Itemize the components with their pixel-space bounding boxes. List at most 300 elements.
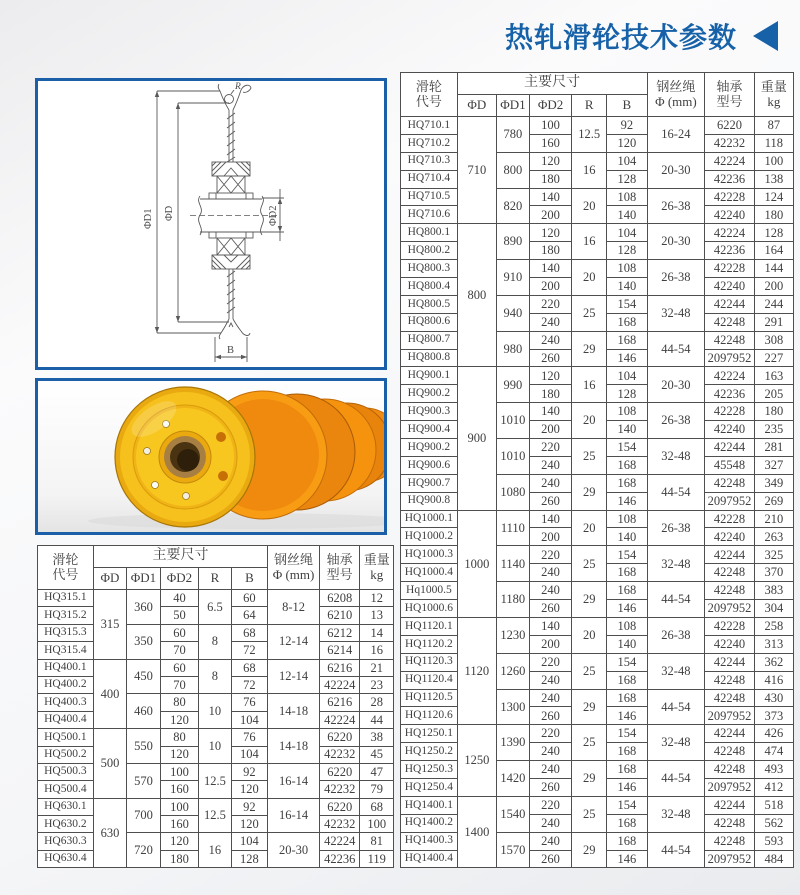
table-cell: HQ630.3 (38, 833, 94, 850)
table-cell: HQ800.3 (401, 260, 458, 278)
table-cell: 12.5 (572, 117, 607, 153)
table-cell: 72 (231, 642, 268, 659)
table-cell: 42248 (705, 671, 755, 689)
table-cell: 25 (572, 796, 607, 832)
table-cell: 383 (754, 582, 793, 600)
table-cell: 260 (529, 492, 571, 510)
table-cell: HQ1250.1 (401, 725, 458, 743)
table-cell: 240 (529, 761, 571, 779)
table-cell: 42248 (705, 564, 755, 582)
table-cell: 220 (529, 439, 571, 457)
table-cell: HQ900.8 (401, 492, 458, 510)
table-cell: 6212 (319, 624, 360, 641)
table-cell: 12.5 (199, 763, 231, 798)
table-cell: 820 (496, 188, 529, 224)
table-cell: 70 (160, 676, 199, 693)
table-cell: 42224 (705, 152, 755, 170)
table-cell: 26-38 (647, 260, 705, 296)
table-cell: 45 (360, 746, 394, 763)
header-dim-b: B (231, 568, 268, 590)
table-cell: 308 (754, 331, 793, 349)
table-cell: 42244 (705, 546, 755, 564)
table-cell: 180 (160, 850, 199, 867)
table-cell: 92 (231, 798, 268, 815)
table-cell: 258 (754, 617, 793, 635)
table-cell: HQ630.4 (38, 850, 94, 867)
table-cell: 38 (360, 729, 394, 746)
table-cell: 104 (607, 367, 647, 385)
table-cell: 72 (231, 676, 268, 693)
table-cell: 154 (607, 725, 647, 743)
table-cell: 2097952 (705, 850, 755, 868)
table-cell: 281 (754, 439, 793, 457)
table-cell: 890 (496, 224, 529, 260)
table-cell: 168 (607, 564, 647, 582)
table-cell: 146 (607, 492, 647, 510)
table-cell: 6220 (319, 798, 360, 815)
table-cell: 500 (93, 729, 126, 799)
header-weight: 重量 kg (360, 546, 394, 590)
table-cell: 92 (231, 763, 268, 780)
table-cell: 42228 (705, 188, 755, 206)
table-cell: 128 (231, 850, 268, 867)
table-cell: 42240 (705, 635, 755, 653)
dim-label-r: R (235, 82, 241, 92)
table-cell: 6.5 (199, 590, 231, 625)
table-cell: 100 (754, 152, 793, 170)
table-cell: 16 (360, 642, 394, 659)
table-cell: 163 (754, 367, 793, 385)
table-cell: 76 (231, 694, 268, 711)
table-cell: 140 (607, 528, 647, 546)
table-cell: 42248 (705, 832, 755, 850)
header-code: 滑轮 代号 (38, 546, 94, 590)
table-cell: 146 (607, 600, 647, 618)
table-cell: HQ1120.5 (401, 689, 458, 707)
table-cell: HQ900.2 (401, 385, 458, 403)
table-cell: HQ1250.4 (401, 778, 458, 796)
table-cell: 140 (607, 635, 647, 653)
table-cell: 45548 (705, 456, 755, 474)
table-cell: 42228 (705, 260, 755, 278)
table-cell: 1230 (496, 617, 529, 653)
table-cell: 50 (160, 607, 199, 624)
table-cell: 1120 (457, 617, 496, 724)
table-cell: HQ1120.3 (401, 653, 458, 671)
table-cell: 1000 (457, 510, 496, 617)
table-cell: 42228 (705, 403, 755, 421)
table-cell: 32-48 (647, 796, 705, 832)
table-cell: 260 (529, 600, 571, 618)
header-bearing: 轴承 型号 (705, 73, 755, 117)
table-cell: 42244 (705, 796, 755, 814)
table-cell: 720 (127, 833, 160, 868)
table-cell: 108 (607, 403, 647, 421)
table-cell: 32-48 (647, 439, 705, 475)
table-cell: 1250 (457, 725, 496, 797)
header-weight: 重量 kg (754, 73, 793, 117)
table-cell: HQ800.4 (401, 278, 458, 296)
table-cell: HQ315.4 (38, 642, 94, 659)
table-cell: 160 (160, 781, 199, 798)
table-row (401, 117, 794, 135)
table-cell: 180 (754, 403, 793, 421)
table-cell: 200 (529, 635, 571, 653)
table-cell: HQ1400.3 (401, 832, 458, 850)
table-cell: 32-48 (647, 653, 705, 689)
table-cell: 562 (754, 814, 793, 832)
table-cell: 42236 (705, 242, 755, 260)
table-cell: 210 (754, 510, 793, 528)
table-cell: HQ1250.3 (401, 761, 458, 779)
table-cell: 47 (360, 763, 394, 780)
table-cell: 120 (231, 816, 268, 833)
table-cell: 360 (127, 590, 160, 625)
table-cell: 160 (160, 816, 199, 833)
table-cell: 120 (529, 152, 571, 170)
pulley-photo (38, 381, 384, 532)
table-cell: 1180 (496, 582, 529, 618)
table-cell: 104 (231, 833, 268, 850)
table-cell: 29 (572, 474, 607, 510)
table-cell: 140 (529, 510, 571, 528)
table-cell: 1010 (496, 439, 529, 475)
table-cell: 800 (457, 224, 496, 367)
table-row (401, 510, 794, 528)
table-cell: 42248 (705, 814, 755, 832)
table-cell: HQ1000.2 (401, 528, 458, 546)
table-cell: HQ315.1 (38, 590, 94, 607)
title-arrow-icon (753, 21, 778, 51)
table-row (38, 659, 394, 676)
table-cell: 32-48 (647, 546, 705, 582)
table-cell: 2097952 (705, 778, 755, 796)
table-row (401, 224, 794, 242)
table-cell: 10 (199, 694, 231, 729)
table-cell: 2097952 (705, 492, 755, 510)
table-cell: 144 (754, 260, 793, 278)
table-cell: 168 (607, 671, 647, 689)
table-cell: HQ1000.1 (401, 510, 458, 528)
table-cell: 349 (754, 474, 793, 492)
table-cell: 44-54 (647, 331, 705, 367)
table-cell: 362 (754, 653, 793, 671)
table-cell: HQ1120.2 (401, 635, 458, 653)
table-cell: 120 (160, 746, 199, 763)
table-header (401, 73, 794, 117)
table-cell: 227 (754, 349, 793, 367)
table-cell: 26-38 (647, 403, 705, 439)
table-cell: 168 (607, 761, 647, 779)
table-cell: 42236 (319, 850, 360, 867)
table-cell: 42248 (705, 689, 755, 707)
table-cell: 128 (607, 385, 647, 403)
table-cell: 42248 (705, 474, 755, 492)
header-rope: 钢丝绳 Φ (mm) (647, 73, 705, 117)
table-cell: HQ710.4 (401, 170, 458, 188)
table-cell: 260 (529, 707, 571, 725)
table-cell: 180 (529, 170, 571, 188)
table-cell: 140 (529, 617, 571, 635)
table-cell: 42224 (319, 676, 360, 693)
header-dim-r: R (199, 568, 231, 590)
table-cell: 235 (754, 421, 793, 439)
table-cell: 164 (754, 242, 793, 260)
table-cell: 180 (529, 242, 571, 260)
table-cell: 128 (607, 170, 647, 188)
table-cell: 154 (607, 653, 647, 671)
table-cell: 10 (199, 729, 231, 764)
table-cell: 1400 (457, 796, 496, 868)
table-row (38, 624, 394, 641)
table-cell: HQ900.3 (401, 403, 458, 421)
table-cell: 710 (457, 117, 496, 224)
table-cell: 42232 (319, 781, 360, 798)
table-cell: 6220 (319, 729, 360, 746)
table-cell: 25 (572, 295, 607, 331)
table-cell: 8 (199, 624, 231, 659)
table-cell: 20 (572, 403, 607, 439)
page-title: 热轧滑轮技术参数 (505, 22, 738, 53)
table-cell: 900 (457, 367, 496, 510)
table-cell: 244 (754, 295, 793, 313)
table-cell: 29 (572, 832, 607, 868)
table-cell: 40 (160, 590, 199, 607)
table-cell: 120 (231, 781, 268, 798)
table-cell: 42228 (705, 617, 755, 635)
table-cell: 26-38 (647, 617, 705, 653)
table-cell: 1010 (496, 403, 529, 439)
table-cell: 20 (572, 617, 607, 653)
table-cell: 140 (607, 206, 647, 224)
table-cell: 100 (360, 816, 394, 833)
table-cell: 104 (607, 152, 647, 170)
table-cell: HQ500.2 (38, 746, 94, 763)
header-bearing: 轴承 型号 (319, 546, 360, 590)
table-cell: 21 (360, 659, 394, 676)
header-dim-d2: ΦD2 (529, 95, 571, 117)
table-row (401, 725, 794, 743)
table-cell: 154 (607, 546, 647, 564)
header-dim-b: B (607, 95, 647, 117)
table-cell: 25 (572, 439, 607, 475)
table-cell: 42228 (705, 510, 755, 528)
table-cell: 140 (529, 403, 571, 421)
table-cell: 6216 (319, 659, 360, 676)
table-cell: 104 (231, 746, 268, 763)
table-cell: 313 (754, 635, 793, 653)
technical-drawing-panel (35, 78, 387, 370)
table-cell: HQ315.3 (38, 624, 94, 641)
table-cell: HQ630.2 (38, 816, 94, 833)
table-cell: 240 (529, 671, 571, 689)
table-cell: 44-54 (647, 582, 705, 618)
table-cell: 16 (572, 224, 607, 260)
table-cell: 108 (607, 260, 647, 278)
table-cell: 20 (572, 510, 607, 546)
table-cell: 60 (160, 659, 199, 676)
table-cell: HQ800.6 (401, 313, 458, 331)
table-cell: 70 (160, 642, 199, 659)
table-cell: 168 (607, 743, 647, 761)
table-cell: 260 (529, 778, 571, 796)
table-cell: 14-18 (268, 729, 320, 764)
table-cell: 138 (754, 170, 793, 188)
pulley-section-drawing (38, 81, 384, 367)
table-cell: 980 (496, 331, 529, 367)
table-cell: 25 (572, 725, 607, 761)
table-cell: 8-12 (268, 590, 320, 625)
table-cell: 20-30 (647, 367, 705, 403)
table-cell: HQ900.4 (401, 421, 458, 439)
table-cell: HQ800.5 (401, 295, 458, 313)
table-cell: 593 (754, 832, 793, 850)
table-cell: 910 (496, 260, 529, 296)
table-cell: 291 (754, 313, 793, 331)
dim-label-d: ΦD (164, 205, 175, 221)
table-cell: 140 (529, 260, 571, 278)
table-cell: 42248 (705, 582, 755, 600)
dim-label-d1: ΦD1 (143, 208, 154, 229)
table-cell: 146 (607, 778, 647, 796)
table-cell: HQ1000.4 (401, 564, 458, 582)
table-cell: 168 (607, 814, 647, 832)
table-cell: 220 (529, 546, 571, 564)
table-cell: 304 (754, 600, 793, 618)
table-cell: 42240 (705, 278, 755, 296)
table-cell: 6220 (705, 117, 755, 135)
table-cell: 128 (754, 224, 793, 242)
table-cell: 42248 (705, 743, 755, 761)
table-cell: HQ315.2 (38, 607, 94, 624)
table-cell: 168 (607, 582, 647, 600)
table-cell: 990 (496, 367, 529, 403)
table-cell: 1110 (496, 510, 529, 546)
table-cell: 400 (93, 659, 126, 729)
table-cell: HQ1400.4 (401, 850, 458, 868)
table-cell: 484 (754, 850, 793, 868)
table-cell: 140 (529, 188, 571, 206)
header-dim-d1: ΦD1 (496, 95, 529, 117)
table-cell: 20 (572, 188, 607, 224)
table-cell: 6214 (319, 642, 360, 659)
table-cell: HQ1120.6 (401, 707, 458, 725)
table-cell: 16 (572, 367, 607, 403)
table-row (401, 367, 794, 385)
table-cell: 205 (754, 385, 793, 403)
table-cell: 42232 (319, 816, 360, 833)
table-cell: 180 (529, 385, 571, 403)
table-cell: 8 (199, 659, 231, 694)
spec-table-right-wrap (400, 72, 794, 868)
table-cell: 44-54 (647, 689, 705, 725)
table-cell: 140 (607, 421, 647, 439)
table-cell: HQ710.3 (401, 152, 458, 170)
table-cell: 370 (754, 564, 793, 582)
header-main-dims: 主要尺寸 (457, 73, 647, 95)
table-cell: 6210 (319, 607, 360, 624)
table-cell: 160 (529, 134, 571, 152)
table-cell: HQ800.8 (401, 349, 458, 367)
table-cell: 29 (572, 331, 607, 367)
table-cell: 20-30 (268, 833, 320, 868)
table-cell: 80 (160, 729, 199, 746)
table-cell: 146 (607, 349, 647, 367)
table-cell: 68 (360, 798, 394, 815)
spec-table-left (37, 545, 394, 868)
table-cell: 6220 (319, 763, 360, 780)
table-cell: 240 (529, 814, 571, 832)
table-cell: 42248 (705, 761, 755, 779)
table-cell: HQ630.1 (38, 798, 94, 815)
table-cell: 26-38 (647, 188, 705, 224)
table-cell: 28 (360, 694, 394, 711)
table-row (401, 617, 794, 635)
table-cell: HQ1000.6 (401, 600, 458, 618)
dim-label-b: B (227, 345, 235, 356)
table-cell: 16-24 (647, 117, 705, 153)
table-cell: 1540 (496, 796, 529, 832)
table-cell: 128 (607, 242, 647, 260)
table-cell: 412 (754, 778, 793, 796)
table-cell: 450 (127, 659, 160, 694)
table-cell: 180 (754, 206, 793, 224)
table-cell: HQ710.5 (401, 188, 458, 206)
table-cell: 42236 (705, 170, 755, 188)
table-cell: 16 (199, 833, 231, 868)
table-cell: HQ500.3 (38, 763, 94, 780)
table-cell: 2097952 (705, 349, 755, 367)
table-cell: 200 (529, 421, 571, 439)
table-cell: 154 (607, 295, 647, 313)
table-cell: 100 (160, 798, 199, 815)
table-cell: 118 (754, 134, 793, 152)
table-cell: 25 (572, 653, 607, 689)
table-cell: 13 (360, 607, 394, 624)
table-cell: 42232 (705, 134, 755, 152)
table-cell: 119 (360, 850, 394, 867)
table-cell: 373 (754, 707, 793, 725)
table-cell: HQ1000.3 (401, 546, 458, 564)
table-cell: 240 (529, 331, 571, 349)
spec-table-left-wrap (37, 545, 394, 868)
table-cell: 1080 (496, 474, 529, 510)
table-cell: 416 (754, 671, 793, 689)
table-cell: 64 (231, 607, 268, 624)
table-cell: 474 (754, 743, 793, 761)
table-cell: 14 (360, 624, 394, 641)
table-cell: 1300 (496, 689, 529, 725)
table-cell: 80 (160, 694, 199, 711)
table-cell: 6208 (319, 590, 360, 607)
table-cell: 1420 (496, 761, 529, 797)
table-cell: 200 (529, 206, 571, 224)
table-cell: 2097952 (705, 600, 755, 618)
table-cell: 200 (754, 278, 793, 296)
table-cell: 780 (496, 117, 529, 153)
header-dim-d1: ΦD1 (127, 568, 160, 590)
table-cell: 79 (360, 781, 394, 798)
table-cell: 240 (529, 456, 571, 474)
table-cell: 168 (607, 456, 647, 474)
table-cell: 16-14 (268, 798, 320, 833)
table-cell: 12 (360, 590, 394, 607)
table-cell: 92 (607, 117, 647, 135)
table-cell: 26-38 (647, 510, 705, 546)
table-cell: 220 (529, 725, 571, 743)
table-cell: 630 (93, 798, 126, 868)
table-cell: 940 (496, 295, 529, 331)
